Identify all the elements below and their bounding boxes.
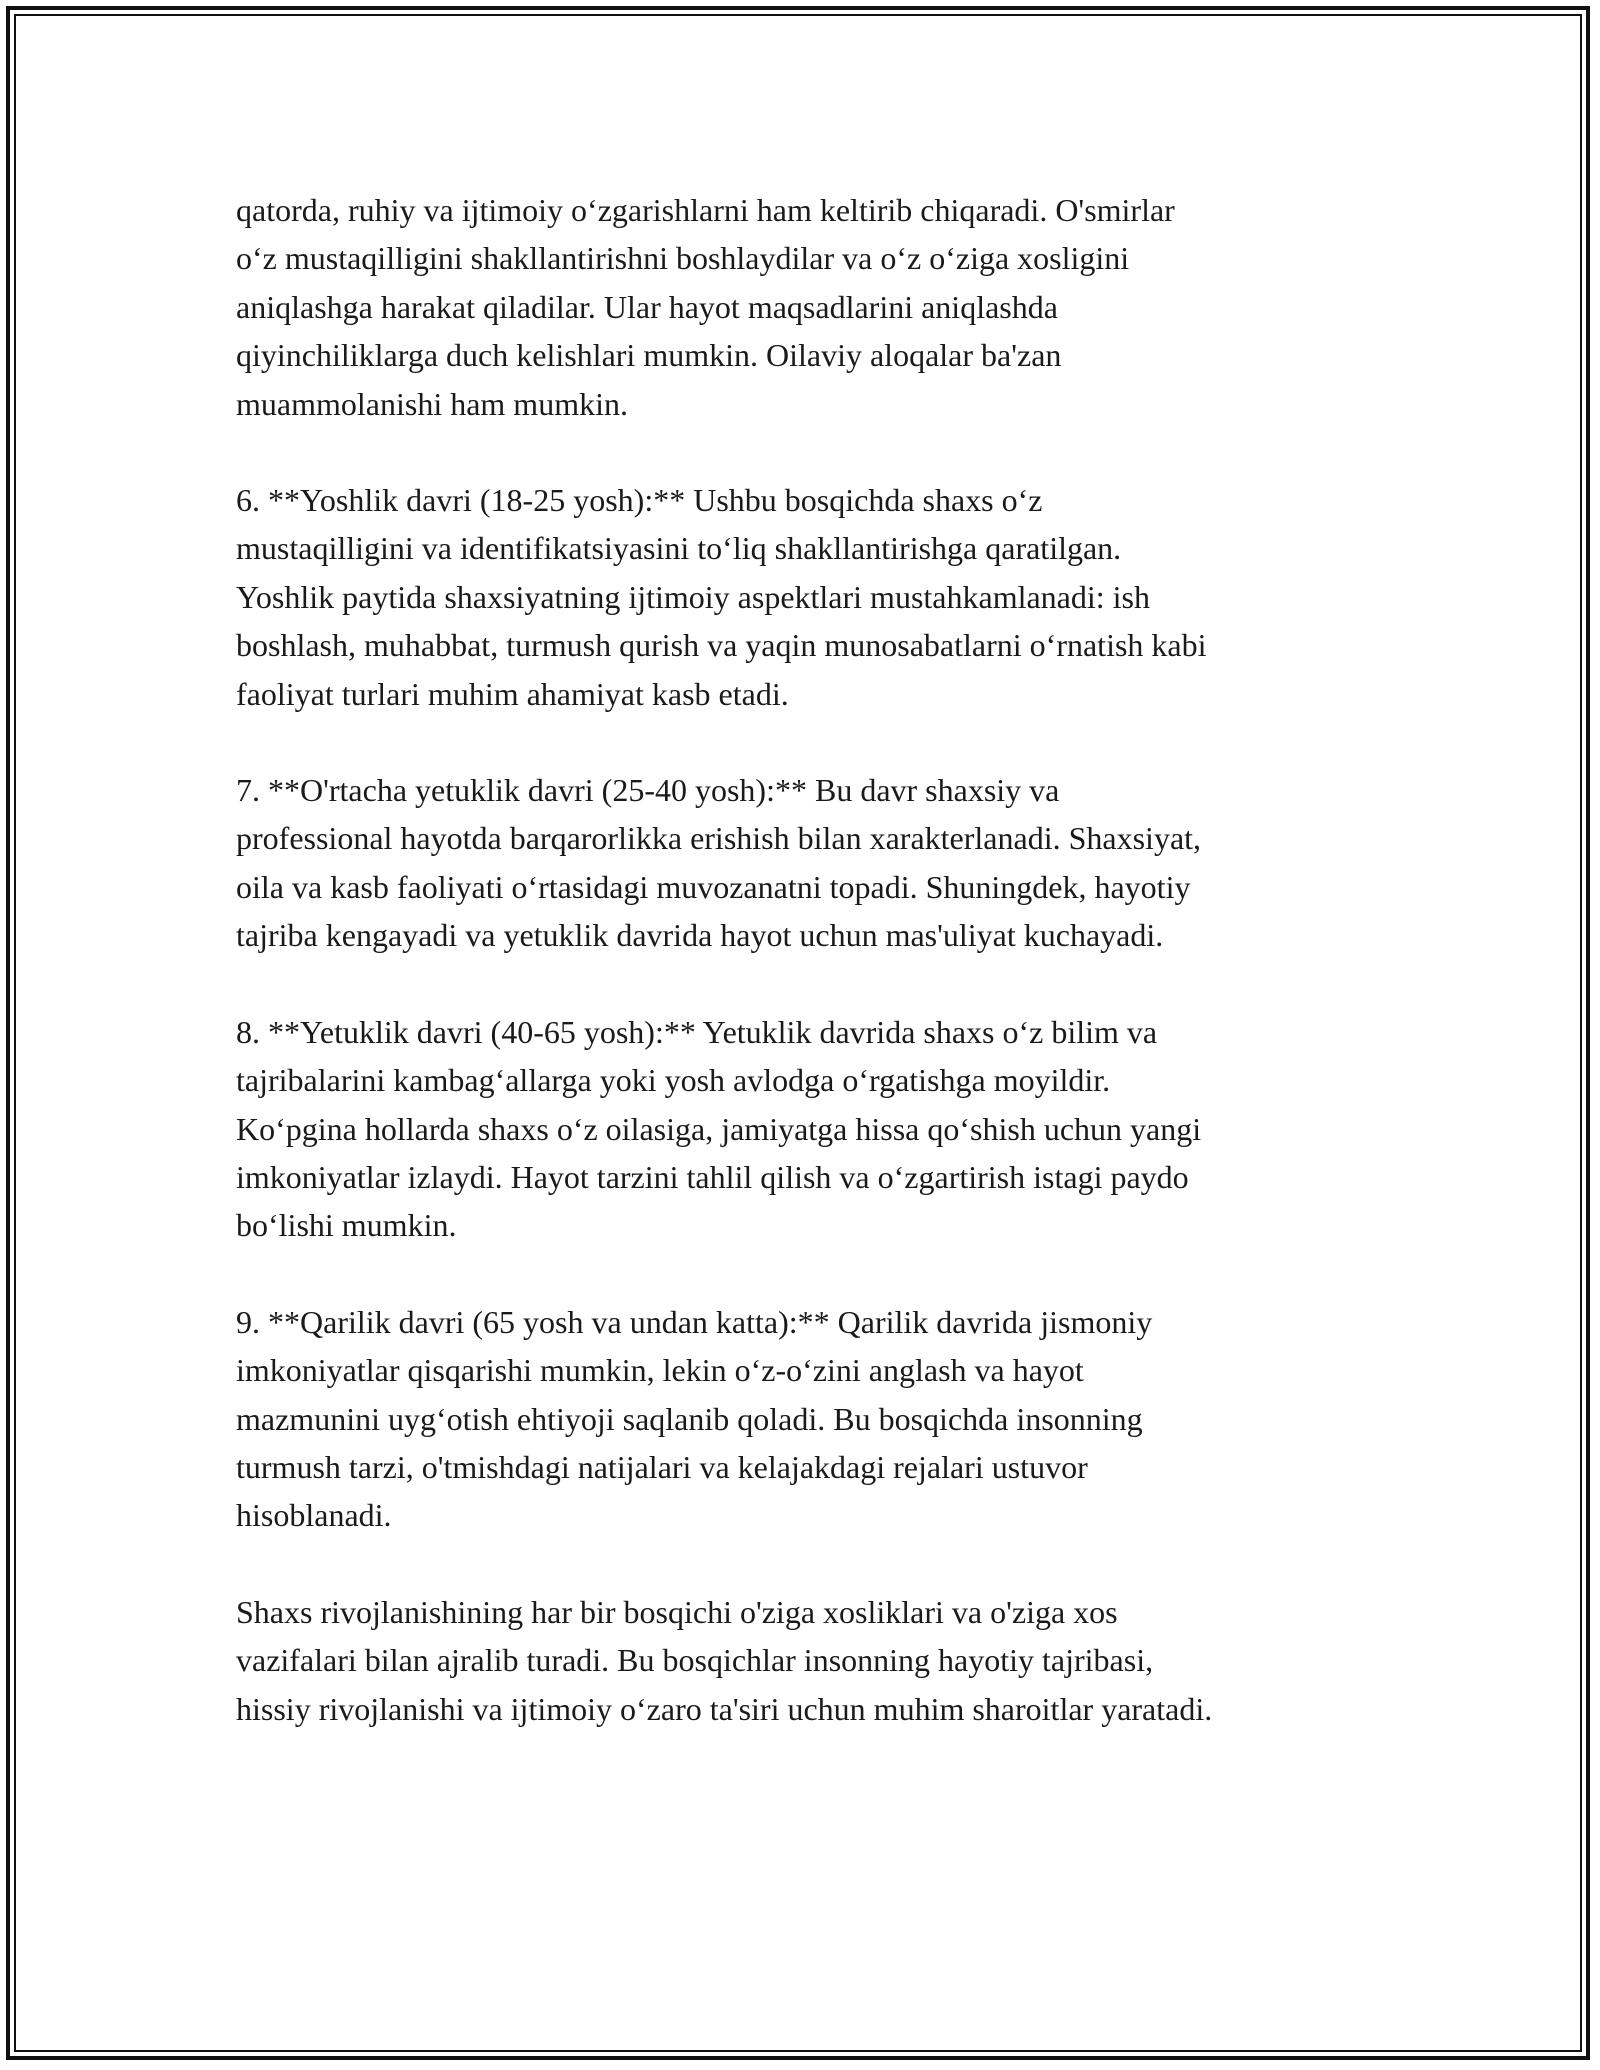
text-line: faoliyat turlari muhim ahamiyat kasb etadi. [236,675,789,712]
paragraph-conclusion [236,1588,1376,1733]
text-line: hissiy rivojlanishi va ijtimoiy o‘zaro ta'siri uchun muhim sharoitlar yaratadi. [236,1690,1213,1727]
text-line: mustaqilligini va identifikatsiyasini to‘liq shakllantirishga qaratilgan. [236,530,1122,567]
text-line: qiyinchiliklarga duch kelishlari mumkin. Oilaviy aloqalar ba'zan [236,337,1062,374]
text-line: Shaxs rivojlanishining har bir bosqichi o'ziga xosliklari va o'ziga xos [236,1593,1118,1630]
paragraph-youth-period [236,476,1376,718]
text-line: turmush tarzi, o'tmishdagi natijalari va kelajakdagi rejalari ustuvor [236,1448,1088,1485]
text-line: 6. **Yoshlik davri (18-25 yosh):** Ushbu bosqichda shaxs o‘z [236,482,1043,519]
text-line: 7. **O'rtacha yetuklik davri (25-40 yosh):** Bu davr shaxsiy va [236,772,1060,809]
text-line: vazifalari bilan ajralib turadi. Bu bosqichlar insonning hayotiy tajribasi, [236,1642,1154,1679]
text-line: hisoblanadi. [236,1497,392,1534]
text-line: mazmunini uyg‘otish ehtiyoji saqlanib qoladi. Bu bosqichda insonning [236,1400,1143,1437]
paragraph-maturity-period [236,1008,1376,1250]
text-line: bo‘lishi mumkin. [236,1207,457,1244]
paragraph-adolescence-continuation [236,186,1376,428]
paragraph-old-age-period [236,1298,1376,1540]
text-line: Yoshlik paytida shaxsiyatning ijtimoiy aspektlari mustahkamlanadi: ish [236,578,1150,615]
text-line: imkoniyatlar izlaydi. Hayot tarzini tahlil qilish va o‘zgartirish istagi paydo [236,1158,1189,1195]
document-body [236,186,1376,1781]
text-line: imkoniyatlar qisqarishi mumkin, lekin o‘z-o‘zini anglash va hayot [236,1352,1084,1389]
text-line: boshlash, muhabbat, turmush qurish va yaqin munosabatlarni o‘rnatish kabi [236,627,1207,664]
text-line: professional hayotda barqarorlikka erishish bilan xarakterlanadi. Shaxsiyat, [236,820,1202,857]
text-line: aniqlashga harakat qiladilar. Ular hayot maqsadlarini aniqlashda [236,288,1058,325]
text-line: Ko‘pgina hollarda shaxs o‘z oilasiga, jamiyatga hissa qo‘shish uchun yangi [236,1110,1202,1147]
text-line: muammolanishi ham mumkin. [236,385,628,422]
text-line: tajriba kengayadi va yetuklik davrida hayot uchun mas'uliyat kuchayadi. [236,917,1164,954]
paragraph-middle-maturity-period [236,766,1376,960]
text-line: o‘z mustaqilligini shakllantirishni boshlaydilar va o‘z o‘ziga xosligini [236,240,1130,277]
text-line: oila va kasb faoliyati o‘rtasidagi muvozanatni topadi. Shuningdek, hayotiy [236,868,1191,905]
text-line: 9. **Qarilik davri (65 yosh va undan katta):** Qarilik davrida jismoniy [236,1303,1153,1340]
text-line: 8. **Yetuklik davri (40-65 yosh):** Yetuklik davrida shaxs o‘z bilim va [236,1013,1158,1050]
text-line: qatorda, ruhiy va ijtimoiy o‘zgarishlarni ham keltirib chiqaradi. O'smirlar [236,192,1175,228]
text-line: tajribalarini kambag‘allarga yoki yosh avlodga o‘rgatishga moyildir. [236,1062,1111,1099]
